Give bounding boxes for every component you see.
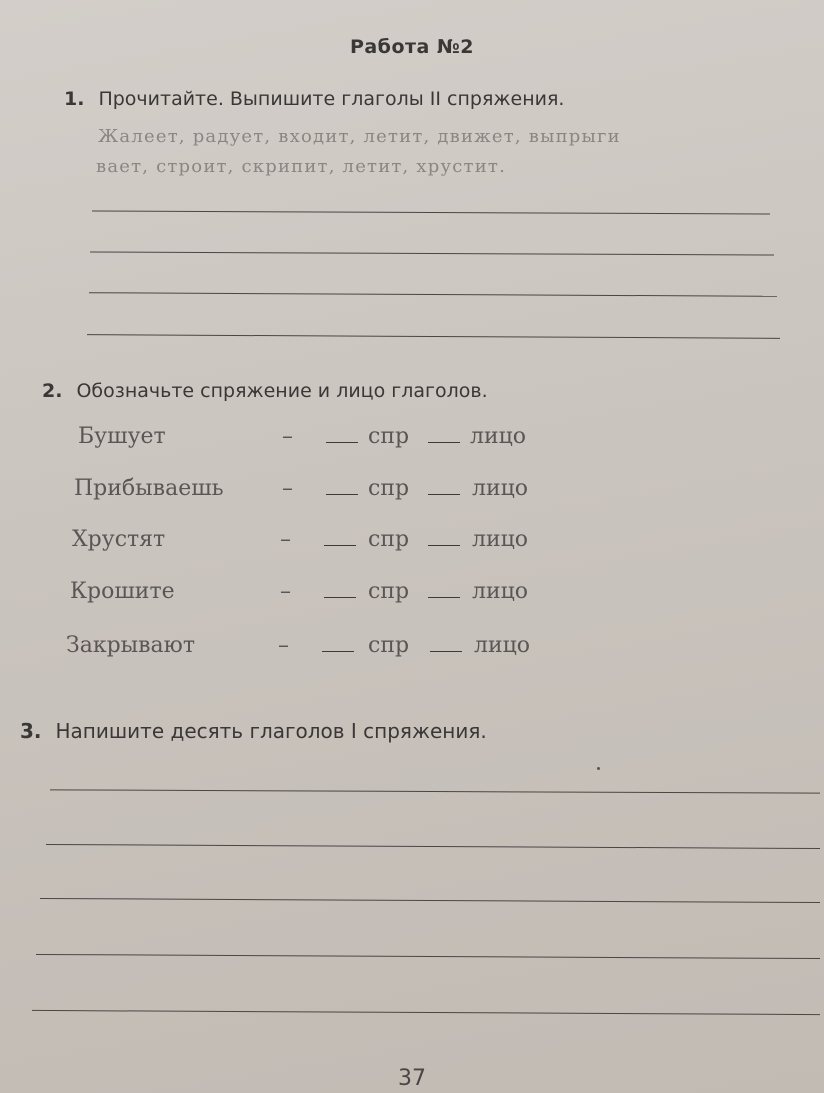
task-3-answer-line[interactable] (50, 789, 820, 793)
conjugation-blank[interactable] (322, 633, 354, 652)
spr-label: спр (368, 476, 410, 501)
task-1-answer-line[interactable] (92, 211, 770, 215)
task-3-instruction: Напишите десять глаголов I спряжения. (55, 719, 487, 743)
verb-word: Прибываешь (74, 476, 224, 501)
person-blank[interactable] (428, 424, 460, 443)
verb-row (0, 527, 824, 559)
task-1-verbs-line-1: Жалеет, радует, входит, летит, движет, выпрыги (98, 126, 621, 147)
verb-word: Хрустят (72, 527, 166, 552)
dash: – (280, 579, 291, 604)
verb-row (0, 579, 824, 611)
verb-word: Крошите (70, 579, 175, 604)
task-2-number: 2. (42, 380, 63, 402)
worksheet-title: Работа №2 (349, 36, 475, 58)
face-label: лицо (474, 633, 531, 658)
verb-row (0, 476, 824, 508)
verb-word: Закрывают (66, 633, 195, 658)
person-blank[interactable] (428, 527, 460, 546)
task-3-answer-line[interactable] (32, 1010, 820, 1015)
verb-row (0, 633, 824, 665)
spr-label: спр (368, 579, 410, 604)
face-label: лицо (472, 476, 529, 501)
person-blank[interactable] (428, 476, 460, 495)
spr-label: спр (368, 633, 410, 658)
conjugation-blank[interactable] (326, 476, 358, 495)
task-3-answer-line[interactable] (46, 844, 820, 849)
spr-label: спр (368, 424, 410, 449)
task-1-heading (64, 88, 564, 110)
task-3-answer-line[interactable] (36, 954, 820, 959)
conjugation-blank[interactable] (326, 424, 358, 443)
task-2-heading (42, 380, 488, 402)
task-3-answer-line[interactable] (40, 898, 820, 903)
dash: – (282, 476, 293, 501)
spr-label: спр (368, 527, 410, 552)
task-1-instruction: Прочитайте. Выпишите глаголы II спряжения. (98, 88, 565, 110)
task-3-heading (20, 719, 487, 743)
dash: – (282, 424, 293, 449)
task-1-answer-line[interactable] (87, 334, 780, 339)
person-blank[interactable] (430, 633, 462, 652)
task-1-answer-line[interactable] (89, 292, 777, 297)
task-1-answer-line[interactable] (90, 252, 774, 256)
face-label: лицо (470, 424, 527, 449)
verb-row (0, 424, 824, 456)
page-number: 37 (398, 1066, 426, 1091)
paper-speck (597, 767, 600, 770)
task-2-instruction: Обозначьте спряжение и лицо глаголов. (76, 380, 488, 402)
dash: – (278, 633, 289, 658)
face-label: лицо (472, 527, 529, 552)
conjugation-blank[interactable] (324, 579, 356, 598)
face-label: лицо (472, 579, 529, 604)
task-1-verbs-line-2: вает, строит, скрипит, летит, хрустит. (96, 156, 506, 177)
person-blank[interactable] (428, 579, 460, 598)
dash: – (280, 527, 291, 552)
verb-word: Бушует (78, 424, 166, 449)
task-3-number: 3. (20, 719, 42, 743)
conjugation-blank[interactable] (324, 527, 356, 546)
task-1-number: 1. (64, 88, 85, 110)
